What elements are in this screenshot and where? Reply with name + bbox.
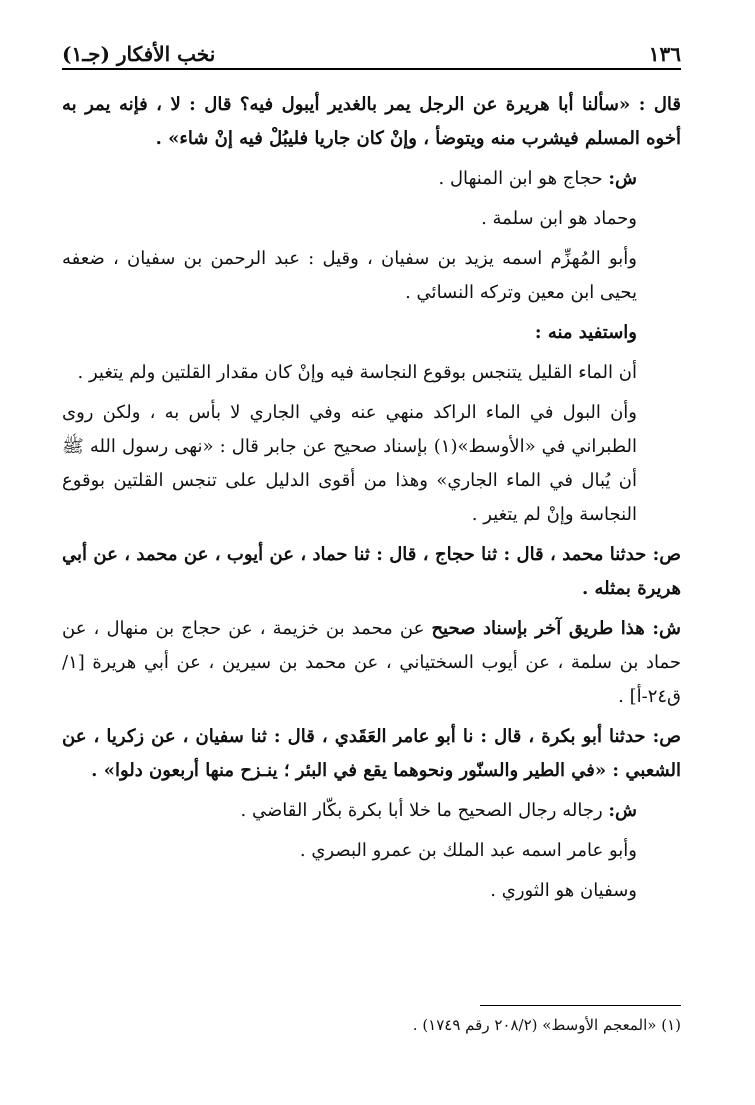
paragraph: وسفيان هو الثوري . xyxy=(490,880,637,901)
paragraph: وأبو المُهزِّم اسمه يزيد بن سفيان ، وقيل : عبد الرحمن بن سفيان ، ضعفه يحيى ابن معين وتركه النسائي . xyxy=(62,248,637,303)
footnote: (١) «المعجم الأوسط» (٢٠٨/٢ رقم ١٧٤٩) . xyxy=(412,1016,681,1034)
page-header xyxy=(62,32,681,66)
paragraph: وأن البول في الماء الراكد منهي عنه وفي الجاري لا بأس به ، ولكن روى الطبراني في «الأوسط»(١) بإسناد صحيح عن جابر قال : «نهى رسول الله ﷺ أن يُبال في الماء الجاري» وهذا من أقوى الدليل على تنجس القلتين بوقوع النجاسة وإنْ لم يتغير . xyxy=(62,402,637,525)
paragraph: ص: حدثنا أبو بكرة ، قال : نا أبو عامر العَقَدي ، قال : ثنا سفيان ، عن زكريا ، عن الشعبي : «في الطير والسنّور ونحوهما يقع في البئر ؛ ينـزح منها أربعون دلوا» . xyxy=(62,726,681,781)
page-number: ١٣٦ xyxy=(648,42,681,66)
paragraph: ش: حجاج هو ابن المنهال . xyxy=(438,168,637,189)
footnote-rule xyxy=(480,1005,681,1006)
paragraph: قال : «سألنا أبا هريرة عن الرجل يمر بالغدير أيبول فيه؟ قال : لا ، فإنه يمر به أخوه المسلم فيشرب منه ويتوضأ ، وإنْ كان جاريا فليبُلْ فيه إنْ شاء» . xyxy=(62,94,681,149)
header-rule xyxy=(62,68,681,70)
paragraph: واستفيد منه : xyxy=(534,322,637,343)
paragraph: وحماد هو ابن سلمة . xyxy=(481,208,637,229)
paragraph: أن الماء القليل يتنجس بوقوع النجاسة فيه وإنْ كان مقدار القلتين ولم يتغير . xyxy=(77,362,637,383)
main-text xyxy=(62,88,681,914)
paragraph: ش: رجاله رجال الصحيح ما خلا أبا بكرة بكّار القاضي . xyxy=(240,800,637,821)
book-title: نخب الأفكار (جـ١) xyxy=(62,42,216,66)
paragraph: ص: حدثنا محمد ، قال : ثنا حجاج ، قال : ثنا حماد ، عن أيوب ، عن محمد ، عن أبي هريرة بمثله . xyxy=(62,544,681,599)
paragraph: وأبو عامر اسمه عبد الملك بن عمرو البصري . xyxy=(299,840,637,861)
paragraph: ش: هذا طريق آخر بإسناد صحيح عن محمد بن خزيمة ، عن حجاج بن منهال ، عن حماد بن سلمة ، عن أيوب السختياني ، عن محمد بن سيرين ، عن أبي هريرة [١/ق٢٤-أ] . xyxy=(62,618,681,707)
